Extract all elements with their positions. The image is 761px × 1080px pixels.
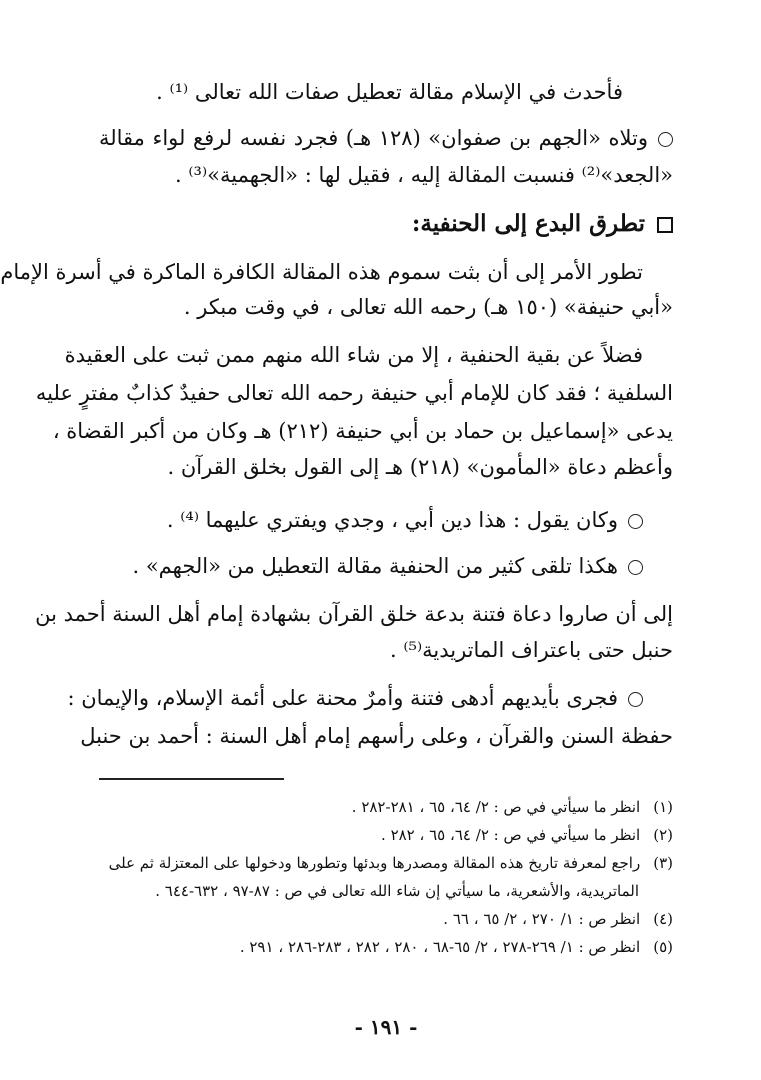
bullet-item: [99, 505, 673, 535]
body-line: «أبي حنيفة» (١٥٠ هـ) رحمه الله تعالى ، في وقت مبكر .: [183, 295, 673, 319]
body-line: فأحدث في الإسلام مقالة تعطيل صفات الله تعالى ⁽¹⁾ .: [156, 80, 623, 104]
paragraph-text: وتلاه «الجهم بن صفوان» (١٢٨ هـ) فجرد نفسه لرفع لواء مقالة: [99, 126, 648, 150]
body-line: حفظة السنن والقرآن ، وعلى رأسهم إمام أهل السنة : أحمد بن حنبل: [80, 724, 673, 748]
footnote-divider: [99, 778, 284, 780]
footnote: [99, 823, 673, 847]
footnote-number: (٥): [653, 938, 673, 956]
body-line: وأعظم دعاة «المأمون» (٢١٨) هـ إلى القول بخلق القرآن .: [167, 455, 673, 479]
bullet-item: [99, 551, 673, 581]
footnote-text: انظر ما سيأتي في ص : ٢/ ٦٤، ٦٥ ، ٢٨٢ .: [381, 826, 641, 844]
footnote: [99, 907, 673, 931]
footnote-text: انظر ص : ١/ ٢٦٩-٢٧٨ ، ٢/ ٦٥-٦٨ ، ٢٨٠ ، ٢٨٢ ، ٢٨٣-٢٨٦ ، ٢٩١ .: [239, 938, 641, 956]
footnote-continuation: [99, 879, 673, 903]
footnote: [99, 935, 673, 959]
circle-bullet-icon: [628, 560, 643, 575]
footnote: [99, 795, 673, 819]
footnote-number: (٢): [653, 826, 673, 844]
footnote-text: راجع لمعرفة تاريخ هذه المقالة ومصدرها وبدئها وتطورها ودخولها على المعتزلة ثم على: [108, 854, 641, 872]
circle-bullet-icon: [628, 692, 643, 707]
footnote-text: انظر ما سيأتي في ص : ٢/ ٦٤، ٦٥ ، ٢٨١-٢٨٢ .: [351, 798, 641, 816]
body-line: تطور الأمر إلى أن بثت سموم هذه المقالة الكافرة الماكرة في أسرة الإمام: [0, 260, 643, 284]
body-line-bulleted: [99, 123, 673, 153]
body-line: إلى أن صاروا دعاة فتنة بدعة خلق القرآن بشهادة إمام أهل السنة أحمد بن: [35, 602, 673, 626]
heading-text: تطرق البدع إلى الحنفية:: [411, 210, 645, 237]
circle-bullet-icon: [628, 514, 643, 529]
body-line: فضلاً عن بقية الحنفية ، إلا من شاء الله منهم ممن ثبت على العقيدة: [64, 343, 643, 367]
section-heading: [99, 207, 673, 241]
circle-bullet-icon: [658, 132, 673, 147]
body-line: «الجعد»⁽²⁾ فنسبت المقالة إليه ، فقيل لها : «الجهمية»⁽³⁾ .: [175, 163, 673, 187]
body-line: السلفية ؛ فقد كان للإمام أبي حنيفة رحمه الله تعالى حفيدٌ كذابٌ مفترٍ عليه: [35, 381, 673, 405]
footnote-number: (١): [653, 798, 673, 816]
footnote-text: انظر ص : ١/ ٢٧٠ ، ٢/ ٦٥ ، ٦٦ .: [443, 910, 641, 928]
footnote: [99, 851, 673, 875]
bullet-text: وكان يقول : هذا دين أبي ، وجدي ويفتري عليهما ⁽⁴⁾ .: [166, 508, 618, 532]
body-line-bulleted: [67, 683, 673, 713]
square-bullet-icon: [657, 217, 673, 233]
bullet-text: هكذا تلقى كثير من الحنفية مقالة التعطيل من «الجهم» .: [132, 554, 618, 578]
body-line: يدعى «إسماعيل بن حماد بن أبي حنيفة (٢١٢) هـ وكان من أكبر القضاة ،: [52, 419, 673, 443]
body-line: حنبل حتى باعتراف الماتريدية⁽⁵⁾ .: [390, 638, 673, 662]
paragraph-text: فجرى بأيديهم أدهى فتنة وأمرٌ محنة على أئمة الإسلام، والإيمان :: [67, 686, 618, 710]
page-number: - ١٩١ -: [354, 1015, 418, 1039]
footnote-number: (٣): [653, 854, 673, 872]
footnote-number: (٤): [653, 910, 673, 928]
footnote-text: الماتريدية، والأشعرية، ما سيأتي إن شاء الله تعالى في ص : ٨٧-٩٧ ، ٦٣٢-٦٤٤ .: [155, 882, 639, 900]
